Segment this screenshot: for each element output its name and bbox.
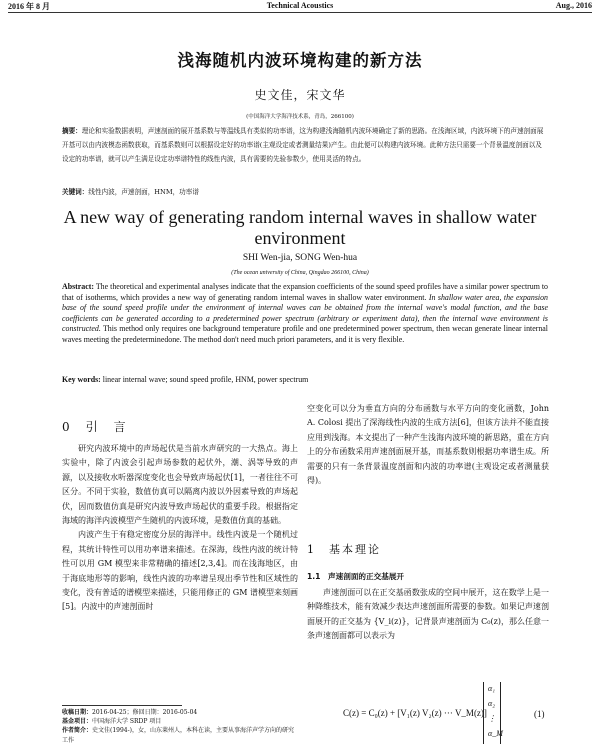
vector-entry: ⋮ [488, 714, 496, 723]
running-header [8, 0, 592, 13]
chinese-title: 浅海随机内波环境构建的新方法 [177, 51, 423, 70]
footnote-author-label: 作者简介： [62, 727, 93, 735]
vector-entry: α₁ [488, 684, 495, 693]
english-abstract-part2: In shallow water area, the expansion base of the sound speed profile under the environment of internal waves can be obtained from the internal wave's modal function, and the base coefficients can be generated according to a predetermined power spectrum (arbitrary or experiment data), then the internal wave environment is constructed. [62, 292, 548, 334]
coefficient-vector [483, 682, 501, 744]
chinese-keywords-text: 线性内波，声速剖面，HNM，功率谱 [88, 188, 199, 196]
section-1-heading: 1 基本理论 [307, 543, 381, 556]
equation-number: (1) [534, 709, 545, 719]
footnote-author-text: 史文佳(1994-)，女，山东莱州人，本科在读，主要从事海洋声学方向的研究工作 [62, 727, 294, 744]
footnote-funding [62, 717, 298, 726]
chinese-abstract-label: 摘要： [62, 127, 82, 135]
intro-paragraph-2: 内波产生于有稳定密度分层的海洋中。线性内波是一个随机过程，其统计特性可以用功率谱来描述。在深海，线性内波的统计特性可以用 GM 模型来非常精确的描述[2,3,4]。而在浅海地区，由于海底地形等的影响，线性内波的功率谱呈现出季节性和区域性的变化，没有普适的谱模型来描述，只能用修正的 GM 谱模型来刻画[5]。内波中的声速剖面时 [62, 530, 298, 612]
chinese-abstract [62, 124, 548, 167]
footnote-funding-text: 中国海洋大学 SRDP 项目 [92, 718, 162, 726]
equation-lhs: C(z) = C₀(z) + [V₁(z) V₂(z) ··· V_M(z)] [343, 708, 487, 718]
english-keywords-label: Key words: [62, 375, 101, 384]
left-column [62, 442, 298, 615]
english-abstract [62, 282, 548, 346]
english-affiliation: (The ocean university of China, Qingdao 266100, China) [231, 270, 369, 276]
english-keywords-text: linear internal wave; sound speed profile, HNM, power spectrum [102, 375, 309, 384]
footnote-divider [62, 705, 182, 706]
equation-1 [343, 680, 503, 746]
footnote-received-label: 收稿日期： [62, 709, 93, 716]
chinese-abstract-text: 理论和实验数据表明，声速剖面的展开基系数与等温线具有类似的功率谱，这为构建浅海随机内波环境确定了新的思路。在浅海区域，内波环境下的声速剖面展开基可以由内波模态函数获取，而基系数则可以根据设定好的功率谱(主观设定或者测量结果)产生。由此便可以构建内波环境。此种方法只需要一个背景温度剖面以及设定的功率谱，就可以产生满足设定功率谱特性的线性内波，具有需要的先验参数少，使用灵活的特点。 [62, 127, 544, 164]
chinese-keywords [62, 186, 548, 198]
footnote-funding-label: 基金项目： [62, 718, 93, 726]
intro-paragraph-1: 研究内波环境中的声场起伏是当前水声研究的一大热点。海上实验中，除了内波会引起声场参数的起伏外，潮、涡等导致的声源，以及接收水听器深度变化也会导致声场起伏[1]，一者往往不可区分。不同于实验，数值仿真可以隔离内波以外因素导致的声场起伏，因而数值仿真是研究内波导致声场起伏的重要手段。根据指定海域的海洋内波模型产生随机的内波环境，是数值仿真的基础。 [62, 444, 298, 526]
vector-entry: α_M [488, 729, 503, 738]
english-abstract-part1: The theoretical and experimental analyses indicate that the expansion coefficients of the sound speed profiles have a similar power spectrum to that of isotherms, which provides a new way of generating random internal waves in shallow water environment. [62, 282, 548, 302]
english-authors: SHI Wen-jia, SONG Wen-hua [242, 253, 358, 263]
header-date-cn: 2016 年 8 月 [8, 2, 50, 11]
chinese-keywords-label: 关键词： [62, 188, 89, 196]
footnote-received [62, 708, 298, 717]
section-0-heading: 0 引 言 [62, 420, 128, 434]
header-date-en: Aug., 2016 [555, 1, 592, 10]
english-keywords [62, 375, 548, 384]
header-journal: Technical Acoustics [266, 1, 334, 10]
section-1-1-heading: 1.1 声速剖面的正交基展开 [307, 572, 404, 581]
footnote [62, 708, 298, 745]
footnote-received-text: 2016-04-25；修回日期：2016-05-04 [92, 709, 198, 716]
section-1-1-paragraph: 声速剖面可以在正交基函数张成的空间中展开，这在数学上是一种降维技术，能有效减少表达声速剖面所需要的参数。如果记声速剖面展开的正交基为 {V_i(z)}，记背景声速剖面为 C₀(z)，那么任意一条声速剖面都可以表示为 [307, 588, 549, 641]
english-title: A new way of generating random internal waves in shallow water environment [63, 207, 537, 248]
english-abstract-part3: This method only requires one background temperature profile and one predetermined power spectrum, then wecan generate linear internal waves meeting the predeterminedone. The method don't need much priori parameters, and it is very flexible. [62, 324, 548, 344]
chinese-affiliation: (中国海洋大学海洋技术系，青岛，266100) [246, 114, 354, 120]
vector-entry: α₂ [488, 699, 495, 708]
right-column-continuation: 空变化可以分为垂直方向的分布函数与水平方向的变化函数，John A. Colosi 提出了深海线性内波的生成方法[6]，但该方法并不能直接应用到浅海。本文提出了一种产生浅海内波环境的新思路，重在方向上的分布函数采用声速剖面展开基，而基系数则根据功率谱生成。所需要的只有一条背景温度剖面和内波的功率谱(主观设定或者测量获得)。 [307, 404, 549, 486]
chinese-authors: 史文佳，宋文华 [254, 88, 346, 102]
footnote-author [62, 726, 298, 744]
english-abstract-label: Abstract: [62, 282, 94, 291]
